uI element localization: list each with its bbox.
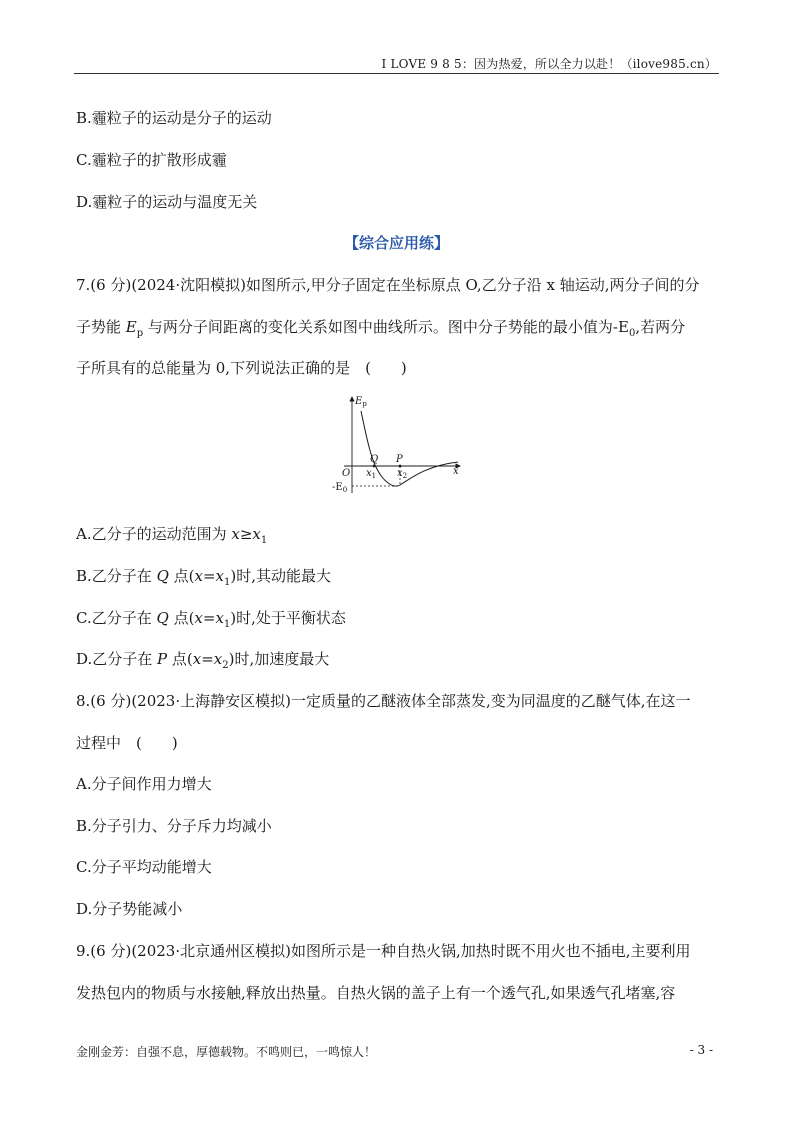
origin-label: O xyxy=(342,468,351,479)
q8-option-d: D.分子势能减小 xyxy=(76,900,183,918)
point-q xyxy=(373,465,376,468)
footer-motto: 金刚金芳：自强不息，厚德载物。不鸣则已，一鸣惊人！ xyxy=(76,1045,377,1059)
q9-stem-line2: 发热包内的物质与水接触,释放出热量。自热火锅的盖子上有一个透气孔,如果透气孔堵塞,容 xyxy=(76,984,676,1002)
q7-stem-line1: 7.(6 分)(2024·沈阳模拟)如图所示,甲分子固定在坐标原点 O,乙分子沿 x 轴运动,两分子间的分 xyxy=(76,276,700,294)
q8-option-a: A.分子间作用力增大 xyxy=(76,775,212,793)
point-p xyxy=(399,465,402,468)
q8-option-b: B.分子引力、分子斥力均减小 xyxy=(76,817,272,835)
q6-option-c: C.霾粒子的扩散形成霾 xyxy=(76,151,227,169)
x2-label: $x_2$ xyxy=(397,468,408,480)
q8-stem-line1: 8.(6 分)(2023·上海静安区模拟)一定质量的乙醚液体全部蒸发,变为同温度的乙醚气体,在这一 xyxy=(76,692,691,710)
page-number: - 3 - xyxy=(689,1043,713,1057)
q7-text: ,若两分 xyxy=(635,318,686,336)
q7-stem-line3: 子所具有的总能量为 0,下列说法正确的是 ( ) xyxy=(76,359,407,377)
ep-subscript: p xyxy=(136,328,144,339)
e0-label: $-E_0$ xyxy=(332,482,348,494)
q-label: Q xyxy=(370,454,379,465)
q7-stem-line2 xyxy=(76,316,685,339)
q7-text: 与两分子间距离的变化关系如图中曲线所示。图中分子势能的最小值为-E xyxy=(143,318,629,336)
ep-symbol: E xyxy=(125,318,137,336)
q7-option-b: B.乙分子在 Q 点$(x=x_1)$时,其动能最大 xyxy=(76,567,331,588)
q7-option-d: D.乙分子在 P 点$(x=x_2)$时,加速度最大 xyxy=(76,650,330,671)
ep-axis-label: $E_p$ xyxy=(355,396,367,408)
q7-text: 子势能 xyxy=(76,318,126,336)
section-title: 【综合应用练】 xyxy=(343,234,449,252)
header-divider xyxy=(74,73,719,74)
x-axis-label: x xyxy=(453,466,459,477)
potential-energy-figure xyxy=(330,393,465,498)
q8-stem-line2: 过程中 ( ) xyxy=(76,734,178,752)
page-header-text: I LOVE 9 8 5：因为热爱，所以全力以赴！（ilove985.cn） xyxy=(381,57,717,71)
p-label: P xyxy=(396,454,403,465)
q6-option-d: D.霾粒子的运动与温度无关 xyxy=(76,193,258,211)
q9-stem-line1: 9.(6 分)(2023·北京通州区模拟)如图所示是一种自热火锅,加热时既不用火也不插电,主要利用 xyxy=(76,942,691,960)
q8-option-c: C.分子平均动能增大 xyxy=(76,858,212,876)
q7-option-c: C.乙分子在 Q 点$(x=x_1)$时,处于平衡状态 xyxy=(76,609,346,630)
e0-subscript: 0 xyxy=(628,328,636,339)
q7-option-a: A.乙分子的运动范围为 $x\ge x_1$ xyxy=(76,525,268,546)
q6-option-b: B.霾粒子的运动是分子的运动 xyxy=(76,109,272,127)
x1-label: $x_1$ xyxy=(366,468,377,480)
